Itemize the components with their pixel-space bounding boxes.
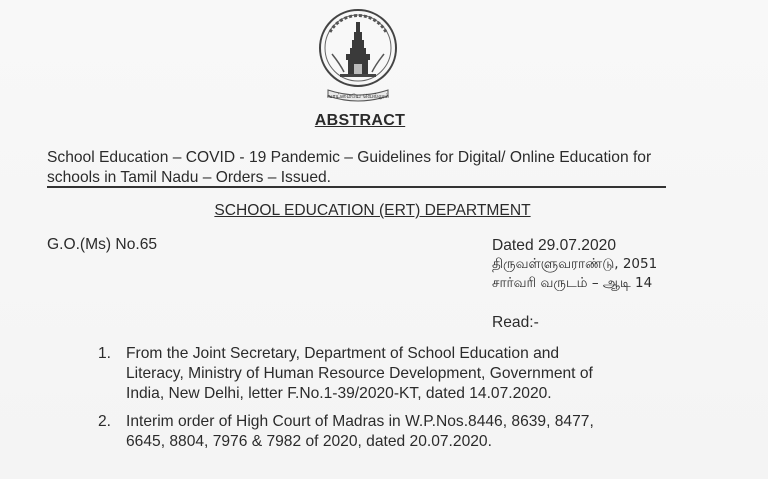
list-item-number: 1. [98,345,112,362]
list-item [98,412,618,452]
list-item-text: Interim order of High Court of Madras in W.P.Nos.8446, 8639, 8477, 6645, 8804, 7976 & 7982 of 2020, dated 20.07.2020. [126,413,594,450]
department-heading: SCHOOL EDUCATION (ERT) DEPARTMENT [214,202,531,219]
divider [47,186,666,188]
subject-text: School Education – COVID - 19 Pandemic – Guidelines for Digital/ Online Education for schools in Tamil Nadu – Orders – Issued. [47,149,652,186]
date-block [492,236,657,293]
read-label: Read:- [492,314,539,331]
abstract-heading: ABSTRACT [314,112,406,129]
references-list [98,344,618,460]
tamil-nadu-emblem-icon [310,4,406,108]
list-item [98,344,618,404]
go-number: G.O.(Ms) No.65 [47,236,158,253]
dated-line: Dated 29.07.2020 [492,237,616,254]
list-item-text: From the Joint Secretary, Department of School Education and Literacy, Ministry of Human Resource Development, Government of India, New Delhi, letter F.No.1-39/2020-KT, dated 14.07.2020. [126,345,593,402]
tamil-year-line: திருவள்ளுவராண்டு, 2051 [492,256,658,272]
emblem-motto: வாய்மையே வெல்லும் [326,93,390,100]
list-item-number: 2. [98,413,112,430]
tamil-date-line: சார்வரி வருடம் – ஆடி 14 [492,275,653,291]
